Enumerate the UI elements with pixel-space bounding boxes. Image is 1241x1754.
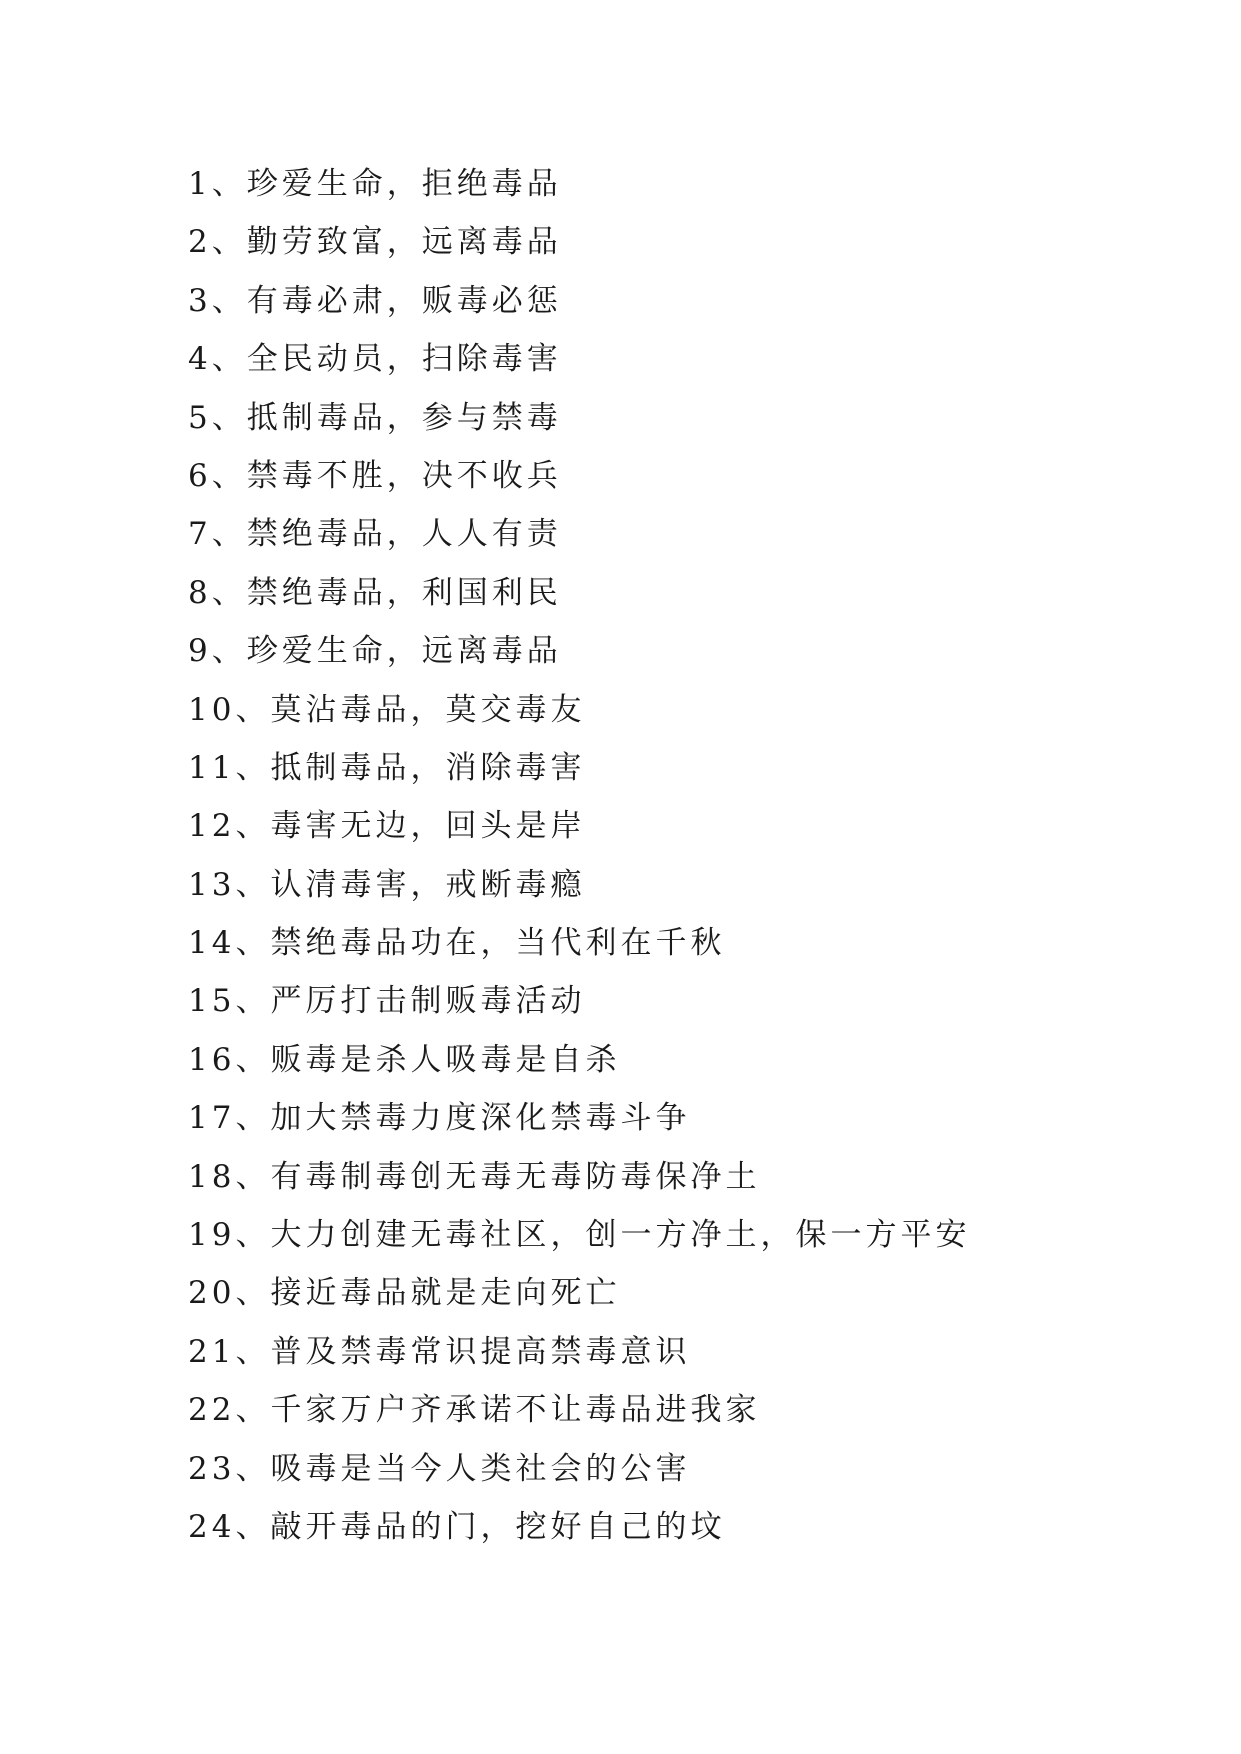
slogan-item: 23、吸毒是当今人类社会的公害 [188, 1450, 691, 1487]
slogan-item: 16、贩毒是杀人吸毒是自杀 [188, 1041, 621, 1078]
slogan-item: 5、抵制毒品，参与禁毒 [188, 399, 562, 436]
slogan-item: 21、普及禁毒常识提高禁毒意识 [188, 1333, 691, 1370]
slogan-item: 14、禁绝毒品功在，当代利在千秋 [188, 925, 726, 962]
slogan-item: 2、勤劳致富，远离毒品 [188, 224, 562, 261]
slogan-item: 1、珍爱生命，拒绝毒品 [188, 166, 562, 202]
slogan-item: 19、大力创建无毒社区，创一方净土，保一方平安 [188, 1217, 971, 1254]
slogan-item: 10、莫沾毒品，莫交毒友 [188, 691, 586, 728]
slogan-item: 12、毒害无边，回头是岸 [188, 808, 586, 845]
slogan-item: 20、接近毒品就是走向死亡 [188, 1275, 621, 1312]
slogan-item: 7、禁绝毒品，人人有责 [188, 516, 562, 553]
slogan-item: 18、有毒制毒创无毒无毒防毒保净土 [188, 1158, 761, 1195]
slogan-item: 13、认清毒害，戒断毒瘾 [188, 866, 586, 903]
slogan-item: 22、千家万户齐承诺不让毒品进我家 [188, 1392, 761, 1429]
slogan-list [188, 155, 970, 1556]
slogan-item: 11、抵制毒品，消除毒害 [188, 749, 586, 786]
slogan-item: 8、禁绝毒品，利国利民 [188, 574, 562, 611]
slogan-item: 9、珍爱生命，远离毒品 [188, 633, 562, 670]
slogan-item: 24、敲开毒品的门，挖好自己的坟 [188, 1508, 726, 1545]
slogan-item: 15、严厉打击制贩毒活动 [188, 983, 586, 1020]
slogan-item: 6、禁毒不胜，决不收兵 [188, 457, 562, 494]
slogan-item: 3、有毒必肃，贩毒必惩 [188, 282, 562, 319]
slogan-item: 17、加大禁毒力度深化禁毒斗争 [188, 1100, 691, 1137]
slogan-item: 4、全民动员，扫除毒害 [188, 341, 562, 378]
